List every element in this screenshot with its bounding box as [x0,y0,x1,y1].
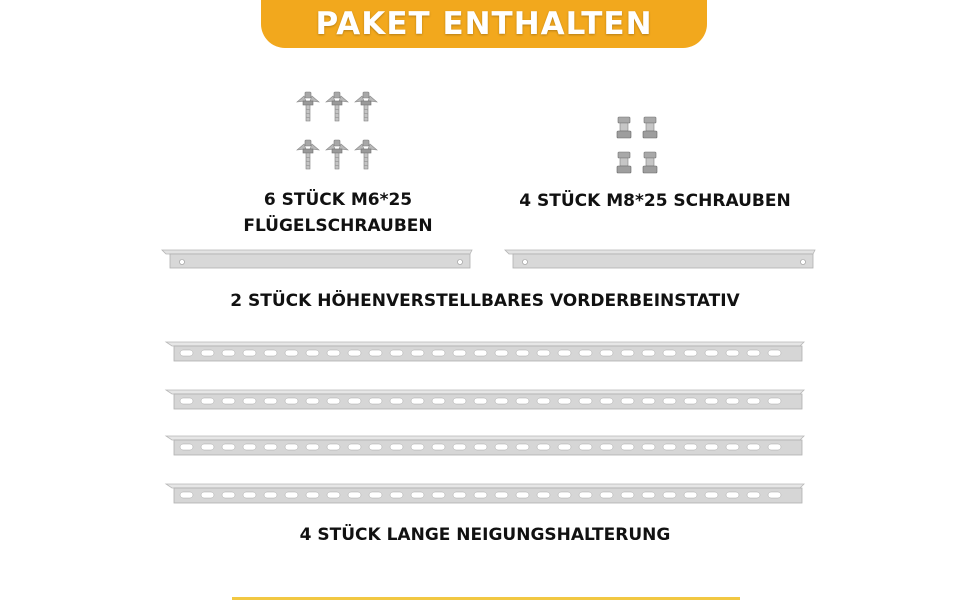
slotted-rail-icon [166,436,804,455]
rail-slot [327,350,340,356]
wing-screw-caption-line1: 6 STÜCK M6*25 [263,190,413,210]
rail-slot [222,350,235,356]
rail-slot [600,492,613,498]
rail-slot [537,350,550,356]
rail-slot [768,350,781,356]
rail-slot [180,350,193,356]
rail-slot [705,444,718,450]
rail-slot [768,492,781,498]
rail-slot [306,398,319,404]
rail-slot [369,492,382,498]
rail-slot [516,492,529,498]
slotted-rail-icon [166,342,804,361]
short-bracket-right [505,248,815,270]
rail-slot [201,444,214,450]
rail-slot [579,398,592,404]
rail-slot [390,444,403,450]
rail-slot [453,492,466,498]
rail-slot [180,492,193,498]
rail-slot [432,492,445,498]
rail-slot [726,444,739,450]
slotted-rail-3 [166,434,806,458]
rail-slot [285,350,298,356]
rail-slot [201,492,214,498]
rail-slot [348,350,361,356]
rail-slot [390,350,403,356]
hex-bolt-icon [643,152,657,173]
wing-screw-caption [230,187,446,239]
rail-slot [621,350,634,356]
rail-slot [579,444,592,450]
rail-slot [369,350,382,356]
rail-slot [243,444,256,450]
rail-slot [684,350,697,356]
rail-slot [411,398,424,404]
rail-slot [180,398,193,404]
rail-slot [390,398,403,404]
rail-slot [201,398,214,404]
slotted-rail-icon [166,390,804,409]
rail-slot [642,350,655,356]
hex-bolt-icon [643,117,657,138]
rail-slot [537,492,550,498]
rail-slot [558,444,571,450]
header-banner [261,0,707,48]
rail-slot [327,398,340,404]
rail-slot [264,492,277,498]
rail-slot [222,492,235,498]
rail-slot [432,350,445,356]
rail-slot [642,444,655,450]
rail-slot [747,398,760,404]
rail-slot [663,492,676,498]
wing-screw-icon [297,140,319,169]
wing-screw-icon [326,92,348,121]
slotted-rail-1 [166,340,806,364]
rail-slot [495,444,508,450]
rail-slot [495,398,508,404]
rail-slot [474,350,487,356]
slotted-rail-2 [166,388,806,412]
rail-slot [516,444,529,450]
rail-slot [600,444,613,450]
rail-slot [474,444,487,450]
rail-slot [642,398,655,404]
rail-slot [537,398,550,404]
rail-slot [285,398,298,404]
rail-slot [306,444,319,450]
rail-slot [411,444,424,450]
rail-slot [621,444,634,450]
header-title: PAKET ENTHALTEN [315,6,653,42]
rail-slot [348,444,361,450]
rail-slot [369,398,382,404]
rail-slot [285,444,298,450]
rail-slot [768,398,781,404]
rail-slot [516,398,529,404]
rail-slot [201,350,214,356]
rail-slot [432,444,445,450]
rail-slot [327,492,340,498]
wing-screw-group [295,86,385,178]
rail-slot [495,350,508,356]
rail-slot [390,492,403,498]
rail-slot [558,398,571,404]
short-bracket-icon [162,250,472,268]
rail-slot [243,398,256,404]
rail-slot [369,444,382,450]
rail-slot [747,350,760,356]
rail-slot [726,398,739,404]
rail-slot [600,398,613,404]
rail-slot [432,398,445,404]
rail-slot [180,444,193,450]
wing-screw-icon [355,92,377,121]
hex-bolt-caption: 4 STÜCK M8*25 SCHRAUBEN [519,191,791,211]
slotted-rail-4 [166,482,806,506]
short-bracket-left [162,248,472,270]
rail-slot [348,398,361,404]
rail-slot [747,444,760,450]
rail-slot [348,492,361,498]
rail-slot [684,492,697,498]
rail-slot [558,492,571,498]
hex-bolt-icon [617,117,631,138]
rail-slot [453,444,466,450]
rail-slot [264,444,277,450]
rail-slot [558,350,571,356]
rail-slot [579,492,592,498]
wing-screw-icon [326,140,348,169]
rail-slot [684,444,697,450]
rail-slot [705,492,718,498]
rail-slot [306,492,319,498]
rail-slot [243,492,256,498]
rail-slot [663,398,676,404]
rail-slot [705,350,718,356]
rail-slot [726,492,739,498]
rail-slot [705,398,718,404]
rail-slot [264,350,277,356]
rail-slot [222,398,235,404]
slotted-rail-icon [166,484,804,503]
rail-slot [726,350,739,356]
rail-slot [768,444,781,450]
rail-slot [537,444,550,450]
rail-slot [642,492,655,498]
rail-slot [600,350,613,356]
rail-slot [306,350,319,356]
hex-bolt-group [612,114,664,180]
rail-slot [411,492,424,498]
rail-slot [684,398,697,404]
rail-slot [621,398,634,404]
rail-slot [327,444,340,450]
hex-bolt-icon [617,152,631,173]
rail-slot [285,492,298,498]
rail-slot [411,350,424,356]
rail-slot [747,492,760,498]
rail-slot [516,350,529,356]
rail-slot [579,350,592,356]
rail-slot [453,350,466,356]
rail-slot [222,444,235,450]
short-bracket-icon [505,250,815,268]
rail-slot [243,350,256,356]
rail-slot [474,492,487,498]
rail-caption: 4 STÜCK LANGE NEIGUNGSHALTERUNG [299,525,671,545]
rail-slot [264,398,277,404]
wing-screw-caption-line2: FLÜGELSCHRAUBEN [243,216,433,236]
rail-slot [453,398,466,404]
wing-screw-icon [297,92,319,121]
rail-slot [663,350,676,356]
rail-slot [474,398,487,404]
rail-slot [495,492,508,498]
wing-screw-icon [355,140,377,169]
bracket-caption: 2 STÜCK HÖHENVERSTELLBARES VORDERBEINSTATIV [230,291,740,311]
rail-slot [663,444,676,450]
rail-slot [621,492,634,498]
